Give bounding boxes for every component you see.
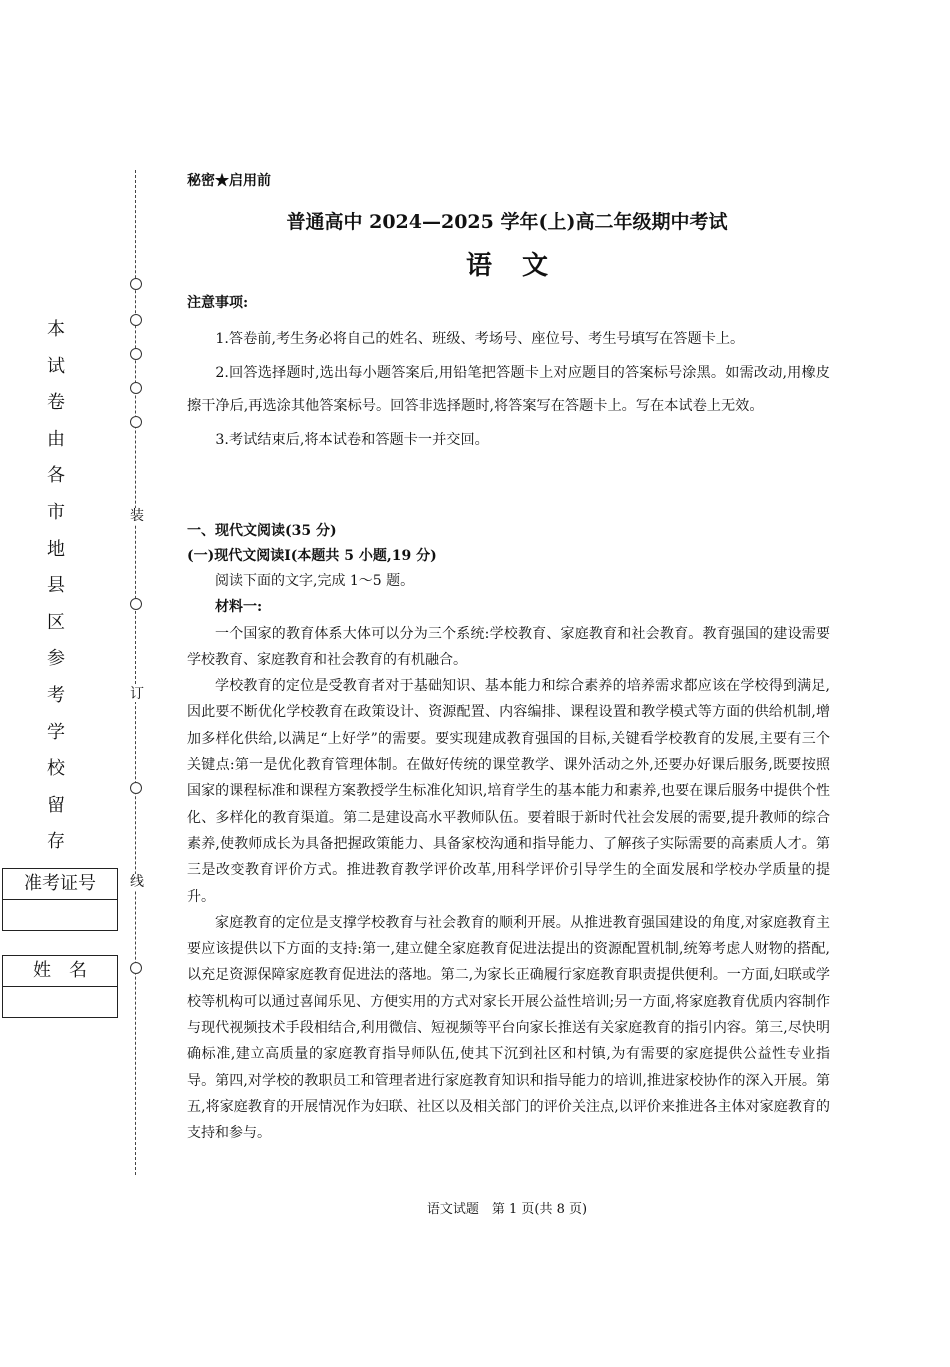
exam-id-blank[interactable] <box>3 900 117 930</box>
binding-hole-icon <box>130 782 142 794</box>
notice-item: 2.回答选择题时,选出每小题答案后,用铅笔把答题卡上对应题目的答案标号涂黑。如需改动,用橡皮擦干净后,再选涂其他答案标号。回答非选择题时,将答案写在答题卡上。写在本试卷上无效。 <box>187 364 830 414</box>
binding-hole-icon <box>130 382 142 394</box>
name-label: 姓 名 <box>3 956 117 987</box>
section-heading: 一、现代文阅读(35 分) <box>187 523 337 539</box>
name-blank[interactable] <box>3 987 117 1017</box>
passage-paragraph: 家庭教育的定位是支撑学校教育与社会教育的顺利开展。从推进教育强国建设的角度,对家庭教育主要应该提供以下方面的支持:第一,建立健全家庭教育促进法提出的资源配置机制,统筹考虑人财物的搭配,以充足资源保障家庭教育促进法的落地。第二,为家长正确履行家庭教育职责提供便利。一方面,妇联或学校等机构可以通过喜闻乐见、方便实用的方式对家长开展公益性培训;另一方面,将家庭教育优质内容制作与现代视频技术手段相结合,利用微信、短视频等平台向家长推送有关家庭教育的指引内容。第三,尽快明确标准,建立高质量的家庭教育指导师队伍,使其下沉到社区和村镇,为有需要的家庭提供公益性专业指导。第四,对学校的教职员工和管理者进行家庭教育知识和指导能力的培训,推进家校协作的深入开展。第五,将家庭教育的开展情况作为妇联、社区以及相关部门的评价关注点,以评价来推进各主体对家庭教育的支持和参与。 <box>187 914 830 1142</box>
notice-heading: 注意事项: <box>187 295 249 311</box>
passage-paragraph: 学校教育的定位是受教育者对于基础知识、基本能力和综合素养的培养需求都应该在学校得到满足,因此要不断优化学校教育在政策设计、资源配置、内容编排、课程设置和教学模式等方面的供给机制,增加多样化供给,以满足“上好学”的需要。要实现建成教育强国的目标,关键看学校教育的发展,主要有三个关键点:第一是优化教育管理体制。在做好传统的课堂教学、课外活动之外,还要办好课后服务,既要按照国家的课程标准和课程方案教授学生标准化知识,培育学生的基本能力和素养,也要在课后服务中提供个性化、多样化的教育渠道。第二是建设高水平教师队伍。要着眼于新时代社会发展的需要,提升教师的综合素养,使教师成长为具备把握政策能力、具备家校沟通和指导能力、了解孩子实际需要的高素质人才。第三是改变教育评价方式。推进教育教学评价改革,用科学评价引导学生的全面发展和学校办学质量的提升。 <box>187 678 830 905</box>
passage-paragraph: 一个国家的教育体系大体可以分为三个系统:学校教育、家庭教育和社会教育。教育强国的建设需要学校教育、家庭教育和社会教育的有机融合。 <box>187 625 830 668</box>
binding-hole-icon <box>130 314 142 326</box>
binding-hole-icon <box>130 962 142 974</box>
subject-title: 语文 <box>465 251 578 281</box>
reading-instruction: 阅读下面的文字,完成 1～5 题。 <box>215 573 415 589</box>
notice-item: 3.考试结束后,将本试卷和答题卡一并交回。 <box>215 431 489 448</box>
notice-list <box>187 323 830 457</box>
material-label: 材料一: <box>215 599 263 616</box>
reading-passage <box>187 568 830 1147</box>
exam-title: 普通高中 2024—2025 学年(上)高二年级期中考试 <box>286 211 728 233</box>
binding-mark-zhuang: 装 <box>130 508 144 524</box>
binding-hole-icon <box>130 416 142 428</box>
binding-hole-icon <box>130 278 142 290</box>
exam-id-label: 准考证号 <box>3 869 117 900</box>
page-footer: 语文试题 第 1 页(共 8 页) <box>426 1202 588 1217</box>
binding-mark-xian: 线 <box>130 874 144 890</box>
section-sub-heading: (一)现代文阅读Ⅰ(本题共 5 小题,19 分) <box>187 548 437 564</box>
notice-item: 1.答卷前,考生务必将自己的姓名、班级、考场号、座位号、考生号填写在答题卡上。 <box>215 331 745 347</box>
binding-hole-icon <box>130 348 142 360</box>
exam-id-field[interactable] <box>2 868 118 931</box>
binding-hole-icon <box>130 598 142 610</box>
name-field[interactable] <box>2 955 118 1018</box>
secret-mark: 秘密★启用前 <box>187 173 271 189</box>
sidebar-vertical-notice: 本 试 卷 由 各 市 地 县 区 参 考 学 校 留 存 <box>47 319 65 853</box>
binding-mark-ding: 订 <box>130 686 144 702</box>
